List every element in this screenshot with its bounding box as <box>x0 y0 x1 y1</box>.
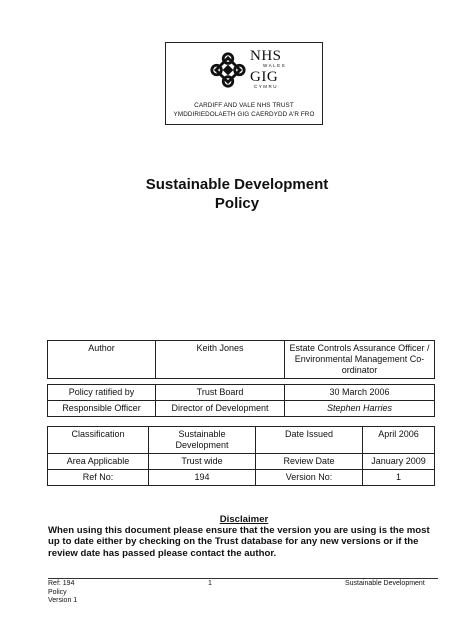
footer-policy: Policy <box>48 588 67 596</box>
review-date-value: January 2009 <box>363 454 435 470</box>
author-table <box>47 340 435 379</box>
nhs-logo-box <box>165 42 323 125</box>
footer-right: Sustainable Development <box>345 580 425 587</box>
disclaimer <box>48 514 440 559</box>
table-row <box>48 454 435 470</box>
classification-label: Classification <box>48 427 149 454</box>
author-name: Keith Jones <box>156 341 285 379</box>
trust-name <box>166 101 322 119</box>
ref-no-value: 194 <box>149 470 256 486</box>
ratified-value: Trust Board <box>156 385 285 401</box>
logo-nhs-text: NHS <box>250 48 282 64</box>
logo-cymru-text: CYMRU <box>254 83 278 89</box>
celtic-knot-icon <box>209 51 247 89</box>
table-row <box>48 401 435 417</box>
author-role: Estate Controls Assurance Officer / Environmental Management Co-ordinator <box>285 341 435 379</box>
footer-ref: Ref: 194 <box>48 580 75 587</box>
date-issued-label: Date Issued <box>256 427 363 454</box>
table-row <box>48 385 435 401</box>
footer-divider <box>48 578 438 579</box>
document-title <box>0 175 474 213</box>
nhs-wordmark <box>250 49 286 89</box>
area-applicable-label: Area Applicable <box>48 454 149 470</box>
review-date-label: Review Date <box>256 454 363 470</box>
author-label: Author <box>48 341 156 379</box>
ref-no-label: Ref No: <box>48 470 149 486</box>
date-issued-value: April 2006 <box>363 427 435 454</box>
table-row <box>48 470 435 486</box>
ratified-label: Policy ratified by <box>48 385 156 401</box>
footer-left <box>48 580 77 606</box>
ratification-table <box>47 384 435 417</box>
classification-value: Sustainable Development <box>149 427 256 454</box>
title-line-1: Sustainable Development <box>145 176 329 193</box>
title-line-2: Policy <box>214 195 260 212</box>
trust-name-english: CARDIFF AND VALE NHS TRUST <box>194 102 294 109</box>
logo-gig-text: GIG <box>250 68 279 85</box>
ratified-date: 30 March 2006 <box>285 385 435 401</box>
author-row <box>48 341 435 379</box>
version-no-label: Version No: <box>256 470 363 486</box>
table-row <box>48 427 435 454</box>
disclaimer-text: When using this document please ensure that the version you are using is the most up to date either by checking on the Trust database for any new versions or if the review date has passed please contact the author. <box>48 525 430 559</box>
responsible-name: Stephen Harries <box>285 401 435 417</box>
disclaimer-heading: Disclaimer <box>219 514 269 525</box>
version-no-value: 1 <box>363 470 435 486</box>
footer-version: Version 1 <box>48 597 78 604</box>
page-number: 1 <box>208 580 212 587</box>
trust-name-welsh: YMDDIRIEDOLAETH GIG CAERDYDD A'R FRO <box>173 111 315 118</box>
classification-table <box>47 426 435 486</box>
responsible-label: Responsible Officer <box>48 401 156 417</box>
responsible-value: Director of Development <box>156 401 285 417</box>
area-applicable-value: Trust wide <box>149 454 256 470</box>
logo-wales-text: WALES <box>263 63 287 68</box>
